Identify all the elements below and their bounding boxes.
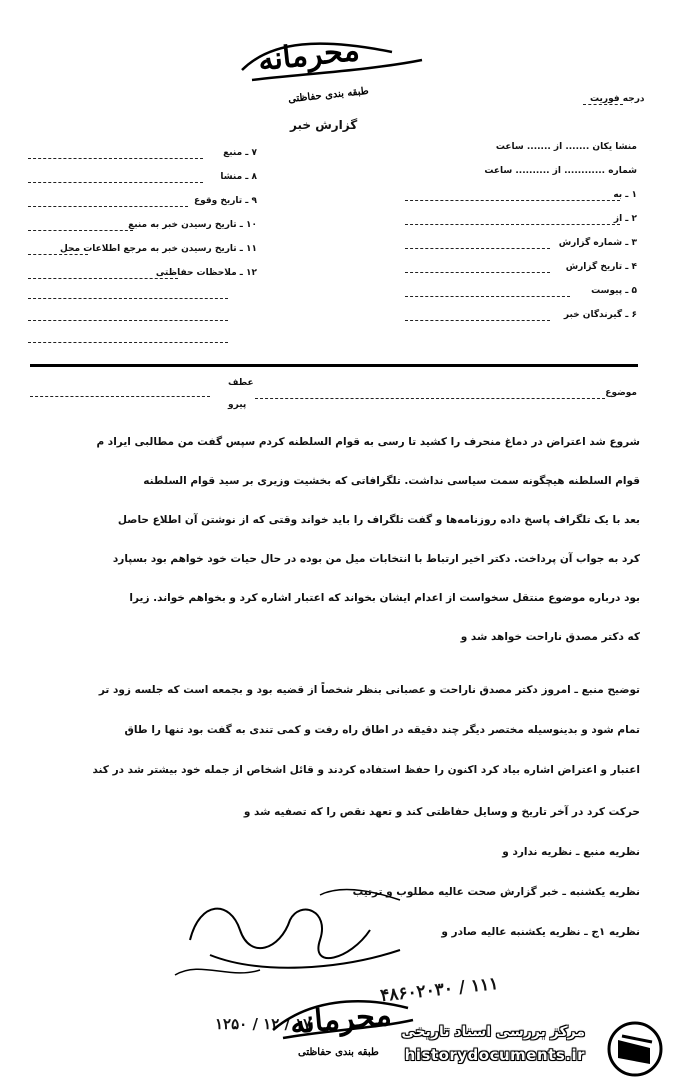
- field-date-to-authority-line: [28, 254, 88, 255]
- body-line: اعتبار و اعتراض اشاره بیاد کرد اکنون را حفظ استفاده کردند و قائل اشخاص از جمله خود بیشتر شد در کند: [92, 764, 640, 776]
- field-recipients-line: [405, 320, 550, 321]
- field-recipients: ۶ ـ گیرندگان خبر: [563, 310, 637, 320]
- field-security-line-3: [28, 320, 228, 321]
- field-report-date-line: [405, 272, 550, 273]
- archive-logo-icon: [604, 1020, 666, 1078]
- field-date-to-authority: ۱۱ ـ تاریخ رسیدن خبر به مرجع اطلاعات محل: [60, 244, 257, 254]
- header-divider: [30, 364, 638, 367]
- field-attachment-line: [405, 296, 570, 297]
- field-source: ۷ ـ منبع: [223, 148, 257, 158]
- field-occurrence-date: ۹ ـ تاریخ وقوع: [193, 196, 257, 206]
- urgency-label: درجه فوریت: [590, 94, 645, 104]
- body-line: توضیح منبع ـ امروز دکتر مصدق ناراحت و عصبانی بنظر شخصاً از قضیه بود و بجمعه است که جلسه زود تر: [98, 684, 640, 696]
- field-origin-unit: منشا یکان ....... از ....... ساعت: [495, 142, 637, 152]
- watermark-url: historydocuments.ir: [404, 1046, 585, 1064]
- body-line: کرد به جواب آن پرداخت. دکتر اخیر ارتباط با انتخابات میل من بوده در حال حیات خود خواهم بود بسپارد: [112, 553, 640, 565]
- field-origin: ۸ ـ منشا: [220, 172, 257, 182]
- urgency-line: [583, 104, 623, 105]
- field-number: شماره ............ از .......... ساعت: [484, 166, 637, 176]
- field-from: ۲ ـ از: [613, 214, 637, 224]
- stamp-scribble-bottom: [268, 990, 418, 1045]
- handwritten-date: ۱۲۵۰ / ۱۲ / ۱۷: [215, 1015, 312, 1033]
- bottom-stamp-subtitle: طبقه بندی حفاظتی: [298, 1047, 379, 1058]
- field-security-line-1: [28, 278, 178, 279]
- field-security-line-4: [28, 342, 228, 343]
- body-line: حرکت کرد در آخر تاریخ و وسایل حفاظتی کند و تعهد نقص را که تصفیه شد و: [243, 806, 640, 818]
- body-line: بعد با یک تلگراف پاسخ داده روزنامه‌ها و گفت تلگراف را باید خواند وقتی که از نوشتن آن اطلاع حاصل: [117, 514, 640, 526]
- follow-up-label: پیرو: [228, 400, 247, 410]
- field-report-number: ۳ ـ شماره گزارش: [558, 238, 637, 248]
- body-line: قوام السلطنه هیچگونه سمت سیاسی نداشت. تلگرافاتی که بخشیت وزیری بر سید قوام السلطنه: [143, 475, 640, 487]
- field-report-date: ۴ ـ تاریخ گزارش: [565, 262, 637, 272]
- field-date-to-source: ۱۰ ـ تاریخ رسیدن خبر به منبع: [128, 220, 257, 230]
- body-line: بود درباره موضوع منتقل سخواست از اعدام ایشان بخواند که اعتبار اشاره کرد و بخواهم خواند. زیرا: [129, 592, 640, 604]
- body-line: نظریه ۱ج ـ نظریه یکشنبه عالیه صادر و: [441, 926, 640, 938]
- handwritten-signature: [170, 880, 430, 990]
- watermark-name: مرکز بررسی اسناد تاریخی: [401, 1024, 585, 1040]
- field-to-line: [405, 200, 620, 201]
- subject-label: موضوع: [605, 388, 637, 398]
- body-line: شروع شد اعتراض در دماغ منحرف را کشید تا رسی به قوام السلطنه کردم سپس گفت من مطالبی ایراد م: [96, 436, 640, 448]
- body-line: نظریه منبع ـ نظریه ندارد و: [502, 846, 640, 858]
- field-security-line-2: [28, 298, 228, 299]
- bottom-confidential-stamp: محرمانه: [288, 997, 393, 1042]
- field-attachment: ۵ ـ پیوست: [591, 286, 637, 296]
- field-to: ۱ ـ به: [613, 190, 637, 200]
- body-line: تمام شود و بدینوسیله مختصر دیگر چند دقیقه در اطاق راه رفت و کمی تندی به گفت بود تنها را طاق: [124, 724, 640, 736]
- reference-label: عطف: [228, 378, 254, 388]
- field-origin-line: [28, 182, 203, 183]
- field-date-to-source-line: [28, 230, 133, 231]
- subject-left-line: [30, 396, 210, 397]
- field-report-number-line: [405, 248, 550, 249]
- top-confidential-stamp: محرمانه: [256, 32, 362, 79]
- form-title: گزارش خبر: [290, 118, 358, 132]
- field-security-notes: ۱۲ ـ ملاحظات حفاظتی: [155, 268, 257, 278]
- field-occurrence-line: [28, 206, 188, 207]
- handwritten-numbers: ۴۸۶۰۲۰۳۰ / ۱۱۱: [379, 973, 500, 1007]
- field-source-line: [28, 158, 203, 159]
- body-line: که دکتر مصدق ناراحت خواهد شد و: [460, 631, 640, 643]
- top-stamp-subtitle: طبقه بندی حفاظتی: [287, 85, 370, 106]
- body-line: نظریه یکشنبه ـ خبر گزارش صحت عالیه مطلوب و ترتیب: [352, 886, 640, 898]
- stamp-scribble-top: [232, 30, 432, 90]
- subject-line: [255, 398, 605, 399]
- field-from-line: [405, 224, 620, 225]
